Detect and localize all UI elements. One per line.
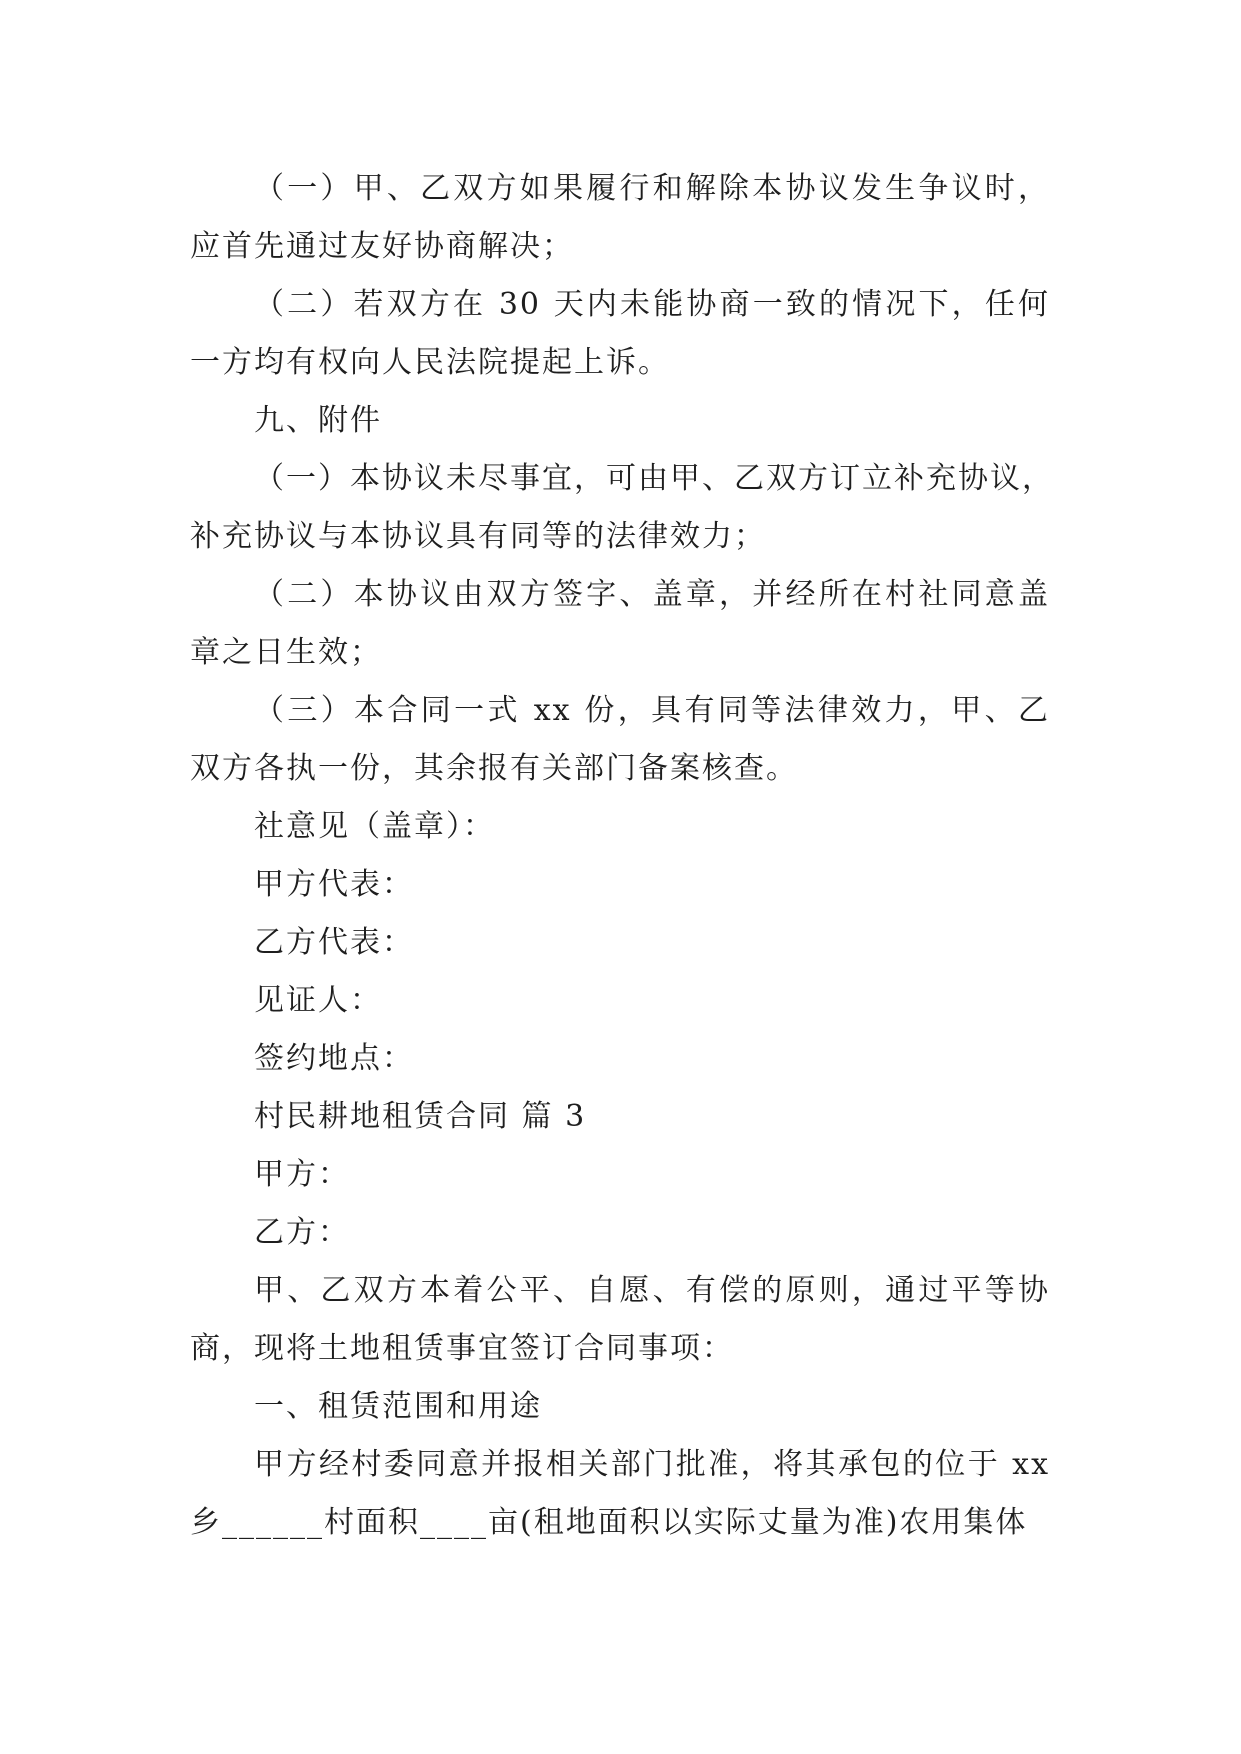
- signature-field-witness: 见证人：: [254, 983, 382, 1018]
- contract-title: 村民耕地租赁合同 篇 3: [254, 1099, 587, 1134]
- paragraph-line: 章之日生效；: [190, 635, 382, 670]
- section-heading: 九、附件: [254, 403, 382, 438]
- section-heading: 一、租赁范围和用途: [254, 1389, 542, 1424]
- paragraph-line: 甲方经村委同意并报相关部门批准，将其承包的位于 xx: [254, 1447, 1050, 1482]
- paragraph-line: （一）本协议未尽事宜，可由甲、乙双方订立补充协议，: [254, 461, 1054, 496]
- paragraph-line: 应首先通过友好协商解决；: [190, 229, 574, 264]
- signature-field-party-b: 乙方代表：: [254, 925, 414, 960]
- signature-field-location: 签约地点：: [254, 1041, 414, 1076]
- paragraph-line: 甲、乙双方本着公平、自愿、有偿的原则，通过平等协: [254, 1273, 1050, 1308]
- paragraph-line: （一）甲、乙双方如果履行和解除本协议发生争议时，: [254, 171, 1050, 206]
- party-b-label: 乙方：: [254, 1215, 350, 1250]
- signature-field-seal: 社意见（盖章）：: [254, 809, 495, 844]
- paragraph-line: （三）本合同一式 xx 份，具有同等法律效力，甲、乙: [254, 693, 1050, 728]
- paragraph-line: （二）若双方在 30 天内未能协商一致的情况下，任何: [254, 287, 1050, 322]
- paragraph-line: 乡______村面积____亩(租地面积以实际丈量为准)农用集体: [190, 1505, 1028, 1540]
- signature-field-party-a: 甲方代表：: [254, 867, 414, 902]
- document-body: [190, 160, 1054, 1552]
- paragraph-line: （二）本协议由双方签字、盖章，并经所在村社同意盖: [254, 577, 1050, 612]
- paragraph-line: 一方均有权向人民法院提起上诉。: [190, 345, 670, 380]
- paragraph-line: 补充协议与本协议具有同等的法律效力；: [190, 519, 766, 554]
- party-a-label: 甲方：: [254, 1157, 350, 1192]
- paragraph-line: 双方各执一份，其余报有关部门备案核查。: [190, 751, 798, 786]
- paragraph-line: 商，现将土地租赁事宜签订合同事项：: [190, 1331, 734, 1366]
